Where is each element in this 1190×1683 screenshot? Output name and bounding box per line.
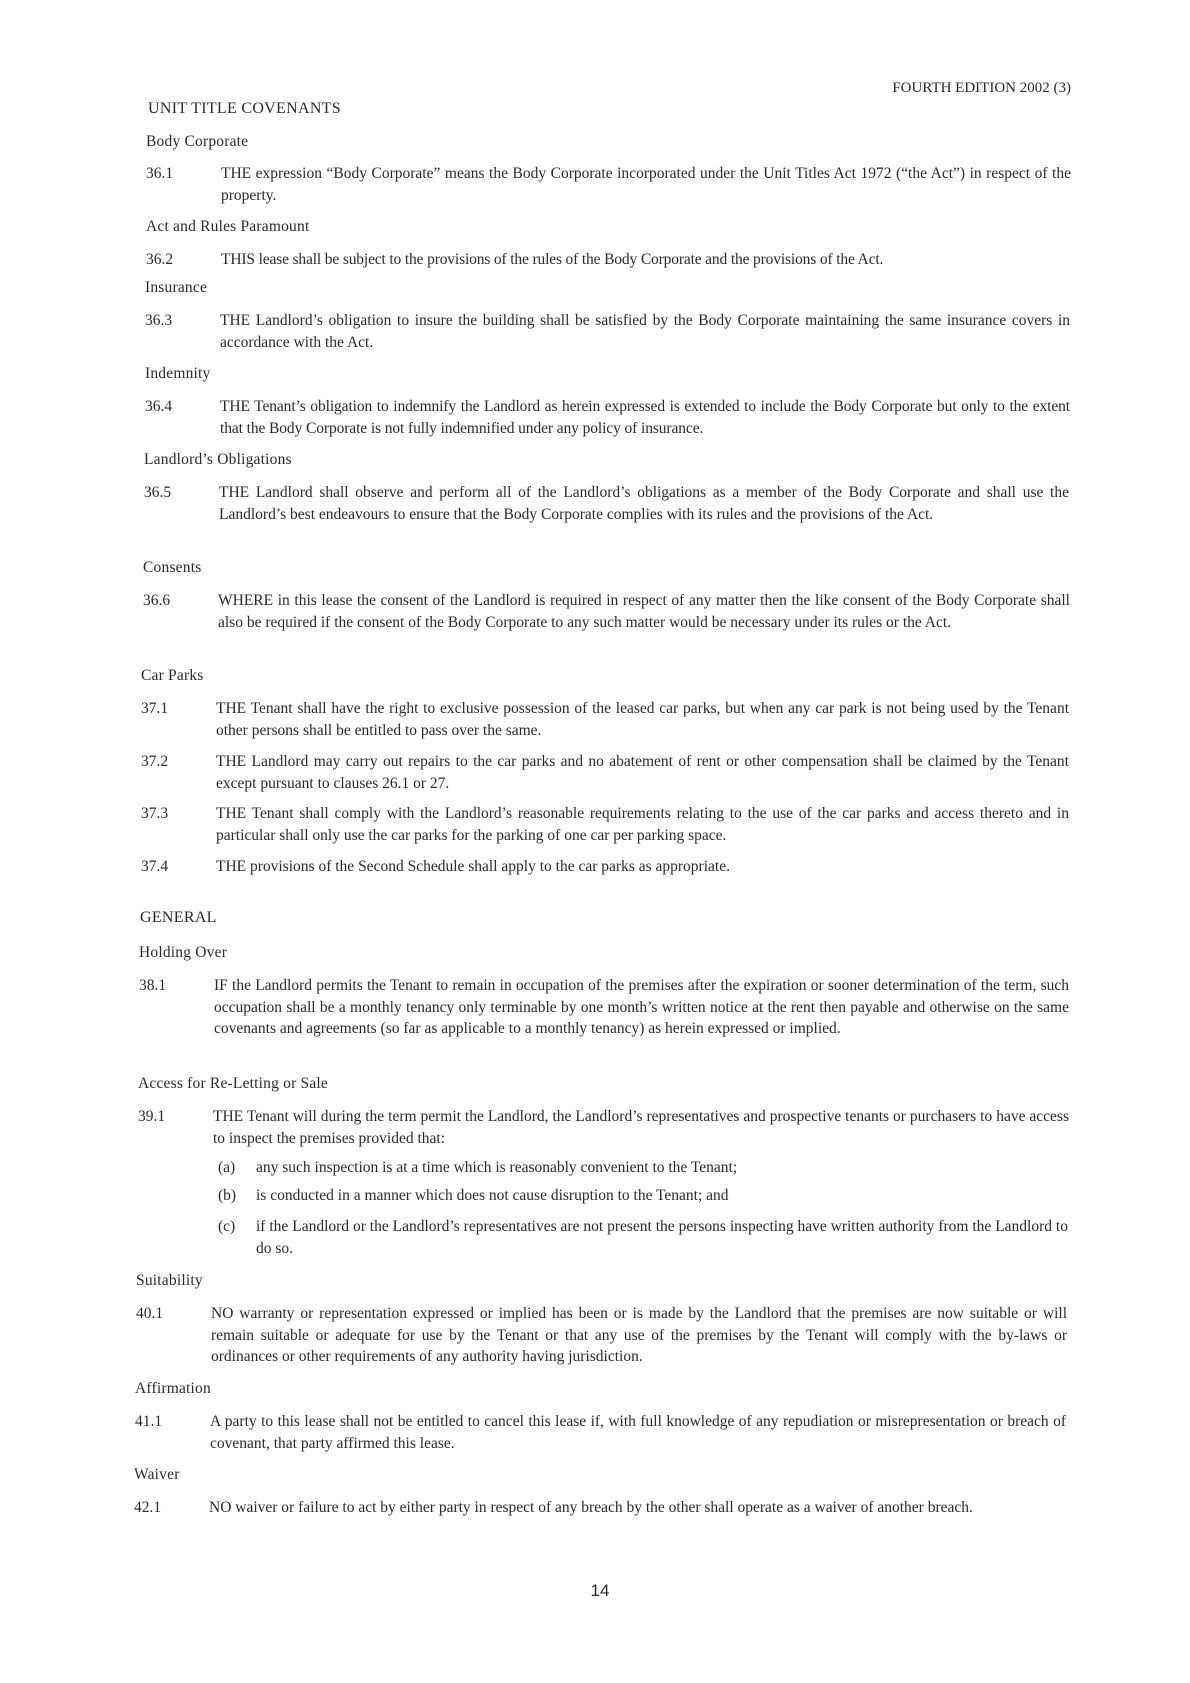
heading-landlord-obligations: Landlord’s Obligations [144,451,292,468]
section-title-unit-title: UNIT TITLE COVENANTS [148,100,341,117]
clause-number: 36.6 [143,592,171,609]
clause-number: 41.1 [135,1413,163,1430]
heading-act-rules: Act and Rules Paramount [146,218,310,235]
heading-holding-over: Holding Over [139,944,228,961]
clause-number: 36.5 [144,484,172,501]
item-text: is conducted in a manner which does not cause disruption to the Tenant; and [256,1187,729,1204]
clause-text: THE Landlord’s obligation to insure the building shall be satisfied by the Body Corporate maintaining the same insurance covers in accordance with the Act. [220,312,1070,351]
clause-number: 37.3 [141,805,169,822]
item-text: any such inspection is at a time which is reasonably convenient to the Tenant; [256,1159,738,1176]
clause-number: 40.1 [136,1305,164,1322]
clause-number: 36.1 [146,165,174,182]
heading-waiver: Waiver [134,1466,180,1483]
item-text: if the Landlord or the Landlord’s representatives are not present the persons inspecting have written authority from the Landlord to do so. [256,1218,1068,1257]
item-label: (c) [218,1218,236,1235]
clause-text: IF the Landlord permits the Tenant to remain in occupation of the premises after the expiration or sooner determination of the term, such occupation shall be a monthly tenancy only terminable by one month’s written notice at the rent then payable and otherwise on the same covenants and agreements (so far as applicable to a monthly tenancy) as herein expressed or implied. [214,977,1069,1037]
clause-text: THE Tenant shall comply with the Landlord’s reasonable requirements relating to the use of the car parks and access thereto and in particular shall only use the car parks for the parking of one car per parking space. [216,805,1069,844]
clause-text: THIS lease shall be subject to the provisions of the rules of the Body Corporate and the provisions of the Act. [221,251,884,268]
heading-affirmation: Affirmation [135,1380,211,1397]
heading-indemnity: Indemnity [145,365,211,382]
heading-consents: Consents [143,559,202,576]
heading-body-corporate: Body Corporate [146,133,249,150]
clause-text: NO warranty or representation expressed or implied has been or is made by the Landlord that the premises are now suitable or will remain suitable or adequate for use by the Tenant or that any use of the premises by the Tenant will comply with the by-laws or ordinances or other requirements of any authority having jurisdiction. [211,1305,1067,1365]
clause-number: 38.1 [139,977,167,994]
clause-text: THE provisions of the Second Schedule shall apply to the car parks as appropriate. [216,858,730,875]
heading-access: Access for Re-Letting or Sale [138,1075,329,1092]
heading-insurance: Insurance [145,279,208,296]
clause-text: THE expression “Body Corporate” means the Body Corporate incorporated under the Unit Titles Act 1972 (“the Act”) in respect of the property. [221,165,1071,204]
heading-suitability: Suitability [136,1272,203,1289]
clause-number: 39.1 [138,1108,166,1125]
clause-text: THE Tenant shall have the right to exclusive possession of the leased car parks, but when any car park is not being used by the Tenant other persons shall be entitled to pass over the same. [216,700,1069,739]
clause-number: 37.2 [141,753,169,770]
clause-number: 42.1 [134,1499,162,1516]
clause-text: THE Tenant’s obligation to indemnify the Landlord as herein expressed is extended to include the Body Corporate but only to the extent that the Body Corporate is not fully indemnified under any policy of insurance. [220,398,1070,437]
page-number: 14 [590,1581,610,1600]
clause-text: THE Landlord shall observe and perform all of the Landlord’s obligations as a member of the Body Corporate and shall use the Landlord’s best endeavours to ensure that the Body Corporate complies with its rules and the provisions of the Act. [219,484,1069,523]
clause-number: 36.3 [145,312,173,329]
clause-number: 37.4 [141,858,169,875]
clause-number: 37.1 [141,700,169,717]
clause-number: 36.2 [146,251,174,268]
clause-text: THE Landlord may carry out repairs to the car parks and no abatement of rent or other compensation shall be claimed by the Tenant except pursuant to clauses 26.1 or 27. [216,753,1069,792]
clause-text: THE Tenant will during the term permit the Landlord, the Landlord’s representatives and prospective tenants or purchasers to have access to inspect the premises provided that: [213,1108,1069,1147]
clause-text: WHERE in this lease the consent of the Landlord is required in respect of any matter then the like consent of the Body Corporate shall also be required if the consent of the Body Corporate to any such matter would be necessary under its rules or the Act. [218,592,1070,631]
heading-car-parks: Car Parks [141,667,204,684]
edition-header: FOURTH EDITION 2002 (3) [892,80,1071,96]
clause-text: NO waiver or failure to act by either party in respect of any breach by the other shall operate as a waiver of another breach. [209,1499,973,1516]
section-title-general: GENERAL [140,909,217,926]
item-label: (b) [218,1187,237,1204]
clause-text: A party to this lease shall not be entitled to cancel this lease if, with full knowledge of any repudiation or misrepresentation or breach of covenant, that party affirmed this lease. [210,1413,1066,1452]
clause-number: 36.4 [145,398,173,415]
item-label: (a) [218,1159,236,1176]
